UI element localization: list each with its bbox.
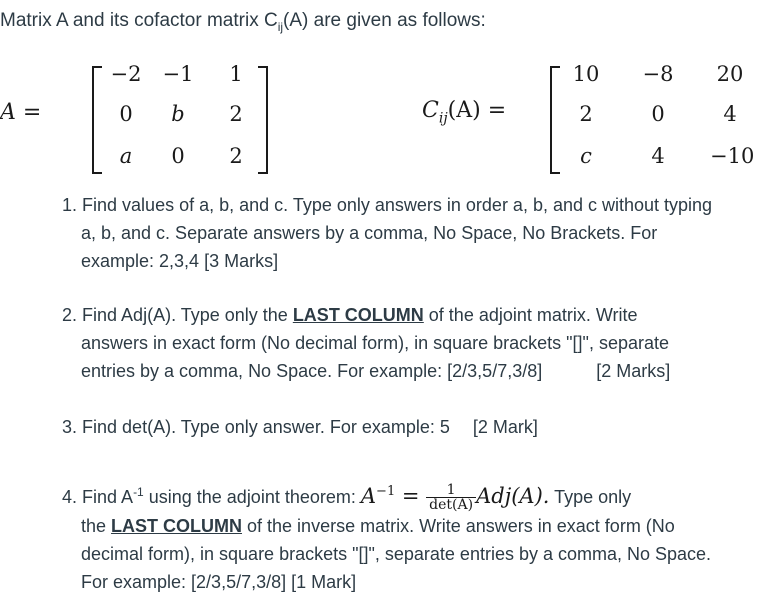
adjoint-formula: $A^{-1}$ = $\frac{1}{\det(A)}$ Adj(A). <box>360 482 550 513</box>
matrix-a-right-bracket <box>258 66 268 174</box>
question-3-text: Find det(A). Type only answer. For example: 5 <box>82 417 450 437</box>
last-column-emphasis: LAST COLUMN <box>292 305 424 325</box>
matrix-a-cell-r2-c3: 2 <box>229 102 243 126</box>
question-4-line2: the LAST COLUMN of the inverse matrix. Write answers in exact form (No <box>81 516 675 536</box>
question-4-line3: decimal form), in square brackets "[]", separate entries by a comma, No Space. <box>81 544 712 564</box>
intro-text <box>0 10 486 34</box>
matrix-a-cell-r3-c3: 2 <box>229 144 243 168</box>
matrix-c-cell-r2-c2: 0 <box>651 102 665 126</box>
question-1-line2: a, b, and c. Separate answers by a comma, No Space, No Brackets. For <box>81 223 658 243</box>
intro-text-b: (A) are given as follows: <box>283 10 486 31</box>
question-2-marks: [2 Marks] <box>596 361 671 381</box>
matrix-a-cell-r1-c3: 1 <box>229 62 243 86</box>
question-4-line4: For example: [2/3,5/7,3/8] [1 Mark] <box>81 572 357 592</box>
question-1-number: 1. <box>62 195 78 215</box>
matrix-c-cell-r3-c2: 4 <box>651 144 665 168</box>
last-column-emphasis-2: LAST COLUMN <box>111 516 243 536</box>
question-3-marks: [2 Mark] <box>472 417 538 437</box>
matrix-a-cell-r1-c2: −1 <box>162 62 194 86</box>
question-3 <box>62 413 762 441</box>
matrix-a-cell-r1-c1: −2 <box>110 62 142 86</box>
matrix-a-cell-r2-c2: b <box>171 102 185 126</box>
question-1-line3: example: 2,3,4 [3 Marks] <box>81 251 279 271</box>
question-2: 2. Find Adj(A). Type only the LAST COLUMN of the adjoint matrix. Write answers in exact form (No decimal form), in square brackets "[]", separate entries by a comma, No Space. For example: [2/3,5/7,3/8] [2 Marks] <box>62 301 762 385</box>
matrix-c-cell-r2-c3: 4 <box>723 102 737 126</box>
question-3-number: 3. <box>62 417 78 437</box>
question-1 <box>62 191 762 275</box>
question-1-line1: Find values of a, b, and c. Type only answers in order a, b, and c without typing <box>82 195 713 215</box>
intro-sub: ij <box>277 19 284 34</box>
matrix-c-label: $C_{ij}(A)$ = <box>422 98 507 127</box>
intro-text-a: Matrix A and its cofactor matrix C <box>0 10 278 31</box>
matrix-c-cell-r1-c3: 20 <box>716 62 744 86</box>
question-4: 4. Find $A^{-1}$ using the adjoint theorem: $A^{-1}$ = $\frac{1}{\det(A)}$ Adj(A). Type only the LAST COLUMN of the inverse matrix. Write answers in exact form (No decimal form), in square brackets "[]", separate entries by a comma, No Space. For example: [2/3,5/7,3/8] [1 Mark] <box>62 478 762 596</box>
matrix-c-cell-r1-c2: −8 <box>642 62 674 86</box>
matrix-c-cell-r1-c1: 10 <box>572 62 600 86</box>
matrix-c-cell-r3-c1: c <box>580 144 592 168</box>
matrix-a-left-bracket <box>92 66 102 174</box>
matrix-c-cell-r3-c3: −10 <box>710 144 755 168</box>
question-2-line2: answers in exact form (No decimal form), in square brackets "[]", separate <box>81 333 669 353</box>
matrix-a-label: A = <box>0 100 42 125</box>
matrix-a-cell-r2-c1: 0 <box>119 102 133 126</box>
question-2-line3: entries by a comma, No Space. For example: [2/3,5/7,3/8] [2 Marks] <box>81 361 671 381</box>
matrix-c-left-bracket <box>550 66 560 174</box>
matrix-a-cell-r3-c2: 0 <box>171 144 185 168</box>
question-4-number: 4. <box>62 487 78 507</box>
matrix-c-cell-r2-c1: 2 <box>579 102 593 126</box>
matrix-a-cell-r3-c1: a <box>119 144 133 168</box>
question-2-number: 2. <box>62 305 78 325</box>
